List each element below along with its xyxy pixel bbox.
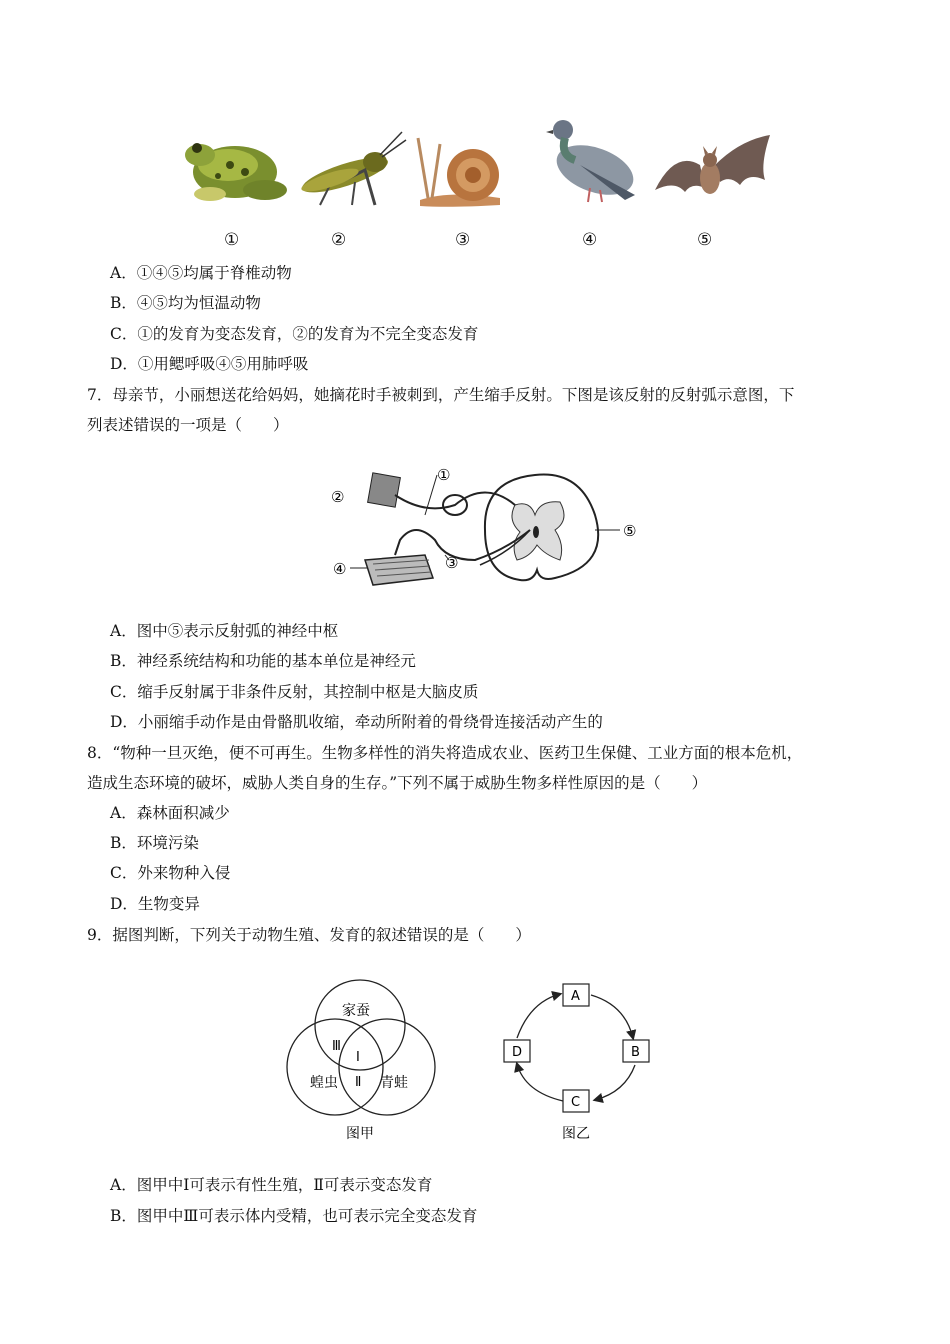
q9-option-b: B．图甲中Ⅲ可表示体内受精，也可表示完全变态发育 — [110, 1207, 478, 1225]
cycle-node-d: D — [512, 1045, 523, 1060]
q7-stem-line2: 列表述错误的一项是（ ） — [87, 416, 289, 434]
cycle-diagram — [495, 980, 665, 1150]
q6-option-d: D．①用鳃呼吸④⑤用肺呼吸 — [110, 355, 309, 373]
q7-option-d: D．小丽缩手动作是由骨骼肌收缩，牵动所附着的骨绕骨连接活动产生的 — [110, 713, 603, 731]
venn-caption: 图甲 — [346, 1126, 374, 1142]
cycle-svg — [495, 980, 665, 1150]
q7-option-c: C．缩手反射属于非条件反射，其控制中枢是大脑皮质 — [110, 683, 479, 701]
grasshopper-image — [299, 132, 406, 205]
reflex-label-1: ① — [437, 466, 451, 484]
q6-option-c: C．①的发育为变态发育，②的发育为不完全变态发育 — [110, 325, 479, 343]
q6-option-a: A．①④⑤均属于脊椎动物 — [110, 264, 292, 282]
bat-image — [655, 135, 770, 194]
animal-label-4: ④ — [582, 230, 598, 250]
animal-label-2: ② — [331, 230, 347, 250]
cycle-node-a: A — [571, 989, 580, 1004]
venn-diagram — [280, 975, 445, 1150]
cycle-node-c: C — [571, 1095, 581, 1110]
animal-label-1: ① — [224, 230, 240, 250]
reflex-label-4: ④ — [333, 560, 347, 578]
q8-stem-line2: 造成生态环境的破坏，威胁人类自身的生存。”下列不属于威胁生物多样性原因的是（ ） — [87, 774, 708, 792]
venn-right-label: 青蛙 — [380, 1075, 408, 1091]
q8-option-d: D．生物变异 — [110, 895, 200, 913]
venn-svg — [280, 975, 445, 1150]
venn-region-3: Ⅲ — [332, 1039, 341, 1054]
reflex-label-5: ⑤ — [623, 522, 637, 540]
q8-option-c: C．外来物种入侵 — [110, 864, 231, 882]
snail-image — [418, 138, 500, 207]
q8-option-a: A．森林面积减少 — [110, 804, 230, 822]
reflex-arc-svg — [325, 460, 655, 595]
venn-left-label: 蝗虫 — [310, 1075, 338, 1091]
cycle-caption: 图乙 — [562, 1126, 590, 1142]
animal-label-3: ③ — [455, 230, 471, 250]
reflex-arc-diagram — [325, 460, 655, 595]
q6-option-b: B．④⑤均为恒温动物 — [110, 294, 261, 312]
cycle-node-b: B — [631, 1045, 640, 1060]
venn-top-label: 家蚕 — [342, 1003, 370, 1019]
animal-label-5: ⑤ — [697, 230, 713, 250]
q9-option-a: A．图甲中Ⅰ可表示有性生殖，Ⅱ可表示变态发育 — [110, 1176, 433, 1194]
venn-region-1: I — [356, 1050, 360, 1065]
q7-option-a: A．图中⑤表示反射弧的神经中枢 — [110, 622, 339, 640]
q8-option-b: B．环境污染 — [110, 834, 199, 852]
reflex-label-3: ③ — [445, 554, 459, 572]
q9-stem: 9．据图判断，下列关于动物生殖、发育的叙述错误的是（ ） — [87, 926, 531, 944]
venn-region-2: Ⅱ — [355, 1075, 362, 1090]
q7-stem-line1: 7．母亲节，小丽想送花给妈妈，她摘花时手被刺到，产生缩手反射。下图是该反射的反射弧示意图，下 — [87, 386, 795, 404]
reflex-label-2: ② — [331, 488, 345, 506]
pigeon-image — [546, 120, 640, 204]
q8-stem-line1: 8．“物种一旦灭绝，便不可再生。生物多样性的消失将造成农业、医药卫生保健、工业方面的根本危机， — [87, 744, 803, 762]
q7-option-b: B．神经系统结构和功能的基本单位是神经元 — [110, 652, 416, 670]
frog-image — [185, 143, 287, 201]
